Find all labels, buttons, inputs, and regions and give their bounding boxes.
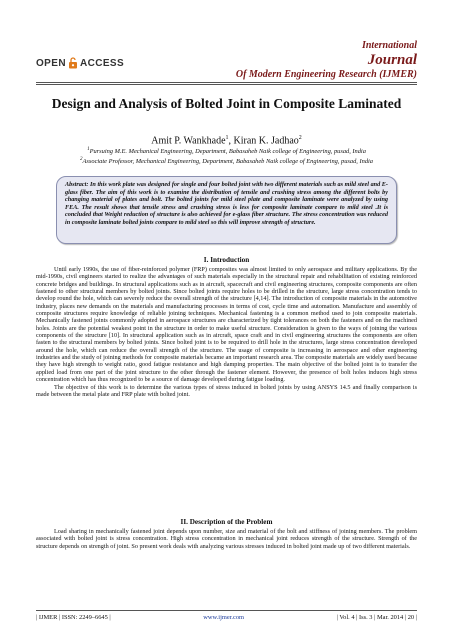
footer-rule xyxy=(36,610,417,611)
section-1-paragraph-2: The objective of this work is to determine the various types of stress induced in bolted joints by using ANSYS 14.5 and finally comparison is made between the metal plate and FRP plate with bolted joint. xyxy=(36,383,417,398)
affiliation-2-text: Associate Professor, Mechanical Engineering, Department, Babasaheb Naik college of Engineering, pusad, India xyxy=(82,157,373,165)
section-2-body xyxy=(36,528,417,550)
journal-line-1: International xyxy=(361,40,417,51)
journal-header xyxy=(236,40,417,81)
affiliation-1-sup: 1 xyxy=(87,147,90,152)
section-1-heading: I. Introduction xyxy=(203,256,250,264)
author-2-sup: 2 xyxy=(298,135,302,141)
abstract-text: In this work plate was designed for single and four bolted joint with two different materials such as mild steel and E-glass fiber. The aim of this work is to examine the distribution of tensile and crushing stress among the different bolts by changing material of plates and bolt. The bolted joints for mild steel plate and composite laminate were analyzed by using FEA. The result shows that tensile stress and crushing stress is less for composite laminate compare to mild steel .It is concluded that Weight reduction of structure is also achieved for e-glass fiber structure. The stress concentration was reduced in composite laminate bolted joints compare to mild steel so this will improve strength of structure. xyxy=(65,181,388,226)
author-2: Kiran K. Jadhao xyxy=(233,135,299,147)
open-access-logo xyxy=(36,56,124,70)
page-footer xyxy=(36,614,417,621)
header-rule-2 xyxy=(36,84,417,85)
header-rule xyxy=(36,82,417,83)
affiliations xyxy=(40,146,413,165)
affiliation-1 xyxy=(40,146,413,156)
affiliation-2 xyxy=(40,156,413,166)
abstract-label: Abstract: xyxy=(65,181,89,188)
open-access-text-left: OPEN xyxy=(36,57,66,69)
section-1-paragraph-1: Until early 1990s, the use of fiber-reinforced polymer (FRP) composites was almost limited to only aerospace and military applications. By the mid-1990s, civil engineers started to realize the advantages of such materials especially in the structural repair and rehabilitation of existing reinforced concrete bridges and buildings. In structural applications such as in aircraft, spacecraft and civil engineering structures, composite components are often fastened to other structural members by bolted joints. Since bolted joints require holes to be drilled in the structure, large stress concentration tends to develop round the hole, which can severely reduce the overall strength of the structure [4,14]. The introduction of composite materials in the automotive industry, places new demands on the materials and manufacturing processes in terms of cost, cycle time and automation. Manufacture and assembly of composite structures require knowledge of reliable joining techniques. Mechanical fastening is a common method used to join composite materials. Mechanically fastened joints commonly adopted in aerospace structures are characterized by tight tolerances on both the fasteners and on the machined holes. Joints are the potential weakest point in the structure in order to make useful structure. Consideration is given to the ways of joining the various components of the structure [10]. In structural application such as in aircraft, space craft and in civil engineering structures the components are often fasten to the structural members by bolted joints. Since bolted joint is to be required to drill hole in the structures, large stress concentration developed around the hole, which can reduce the overall strength of the structure. The usage of composite is increasing in aerospace and other engineering industries and the study of joining methods for composite materials became an important research area. The composite materials are widely used because they have high strength to weight ratio, good fatigue resistance and high damping properties. The main objective of the bolted joint is to transfer the applied load from one part of the joint structure to the other through the fastener element. However, the presence of bolt holes induces high stress concentration which has thus recognized to be a source of damage developed during fatigue loading. xyxy=(36,266,417,384)
paper-title: Design and Analysis of Bolted Joint in Composite Laminated xyxy=(51,96,402,111)
abstract-box xyxy=(56,176,397,244)
footer-issn: | IJMER | ISSN: 2249–6645 | xyxy=(36,614,111,621)
footer-url[interactable]: www.ijmer.com xyxy=(203,614,245,621)
open-lock-icon xyxy=(68,57,78,69)
journal-line-3: Of Modern Engineering Research (IJMER) xyxy=(235,69,417,80)
section-2-heading: II. Description of the Problem xyxy=(180,518,273,526)
journal-line-2: Journal xyxy=(367,52,417,68)
section-2-paragraph-1: Load sharing in mechanically fastened joint depends upon number, size and material of the bolt and stiffness of joining members. The problem associated with bolted joint is stress concentration. High stress concentration in mechanical joint reduces strength of the structure. Strength of the structure depends on strength of joint. So present work deals with analyzing various stresses induced in bolted joint made up of two different materials. xyxy=(36,528,417,550)
section-1-body xyxy=(36,266,417,398)
affiliation-1-text: Pursuing M.E. Mechanical Engineering, Department, Babasaheb Naik college of Engineering, pusad, India xyxy=(89,148,366,156)
open-access-text-right: ACCESS xyxy=(79,57,125,69)
author-separator: , xyxy=(228,135,234,147)
affiliation-2-sup: 2 xyxy=(80,156,83,162)
author-1: Amit P. Wankhade xyxy=(151,135,226,147)
author-1-sup: 1 xyxy=(225,135,229,141)
footer-volume: | Vol. 4 | Iss. 3 | Mar. 2014 | 20 | xyxy=(336,614,417,621)
